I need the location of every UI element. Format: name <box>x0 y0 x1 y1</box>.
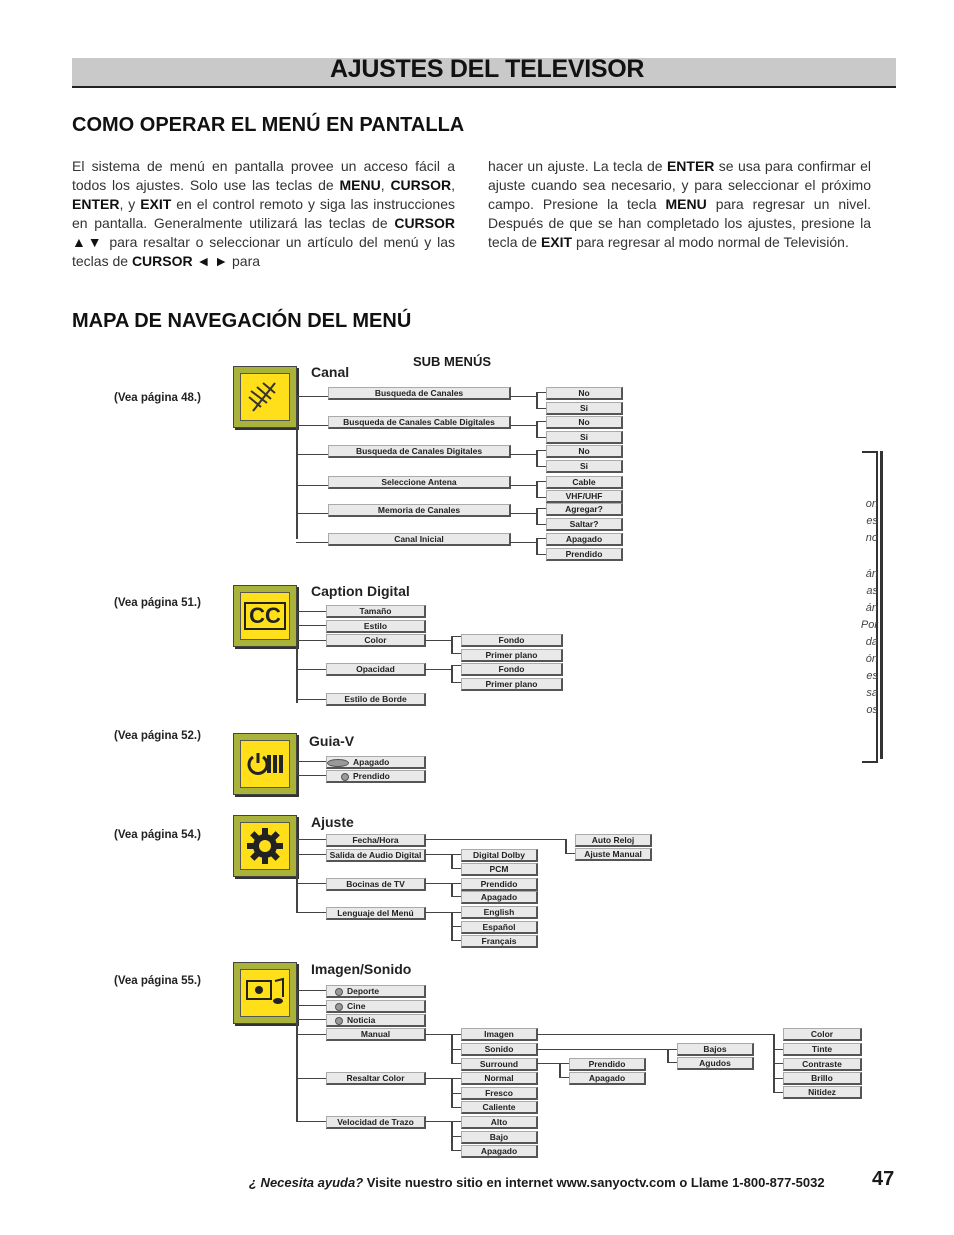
option-contraste[interactable]: Contraste <box>783 1058 862 1071</box>
option-primer-plano[interactable]: Primer plano <box>461 649 563 662</box>
menu-item-cine[interactable]: Cine <box>326 1000 426 1013</box>
option-apagado[interactable]: Apagado <box>569 1072 646 1085</box>
option-apagado[interactable]: Apagado <box>461 1145 538 1158</box>
intro-right-paragraph: hacer un ajuste. La tecla de ENTER se usa para confirmar el ajuste cuando sea necesario, y para seleccionar el próximo campo. Presione la tecla MENU para regresar un nivel. Después de que se han completado los ajustes, presione la tecla de EXIT para regresar al modo normal de Televisión. <box>488 158 871 250</box>
menu-item-busqueda-canales[interactable]: Busqueda de Canales <box>328 387 511 400</box>
option-prendido[interactable]: Prendido <box>569 1058 646 1071</box>
side-fragments-b: án as án Por da ón es sa os <box>860 568 878 716</box>
option-saltar[interactable]: Saltar? <box>546 518 623 531</box>
page-title: AJUSTES DEL TELEVISOR <box>330 55 645 83</box>
option-fondo[interactable]: Fondo <box>461 663 563 676</box>
side-fragments-a: on es no <box>865 498 878 544</box>
option-no[interactable]: No <box>546 416 623 429</box>
option-english[interactable]: English <box>461 906 538 919</box>
canal-icon <box>233 366 297 428</box>
menu-item-velocidad[interactable]: Velocidad de Trazo <box>326 1116 426 1129</box>
imagen-title: Imagen/Sonido <box>311 961 412 977</box>
option-apagado[interactable]: Apagado <box>546 533 623 546</box>
option-fondo[interactable]: Fondo <box>461 634 563 647</box>
power-lock-icon <box>240 740 290 788</box>
option-brillo[interactable]: Brillo <box>783 1072 862 1085</box>
menu-item-estilo-borde[interactable]: Estilo de Borde <box>326 693 426 706</box>
radio-icon <box>327 759 349 767</box>
menu-item-busqueda-cable[interactable]: Busqueda de Canales Cable Digitales <box>328 416 511 429</box>
ref-canal: (Vea página 48.) <box>114 392 201 404</box>
option-francais[interactable]: Français <box>461 935 538 948</box>
menu-item-color[interactable]: Color <box>326 634 426 647</box>
option-si[interactable]: Si <box>546 431 623 444</box>
menu-item-tamano[interactable]: Tamaño <box>326 605 426 618</box>
option-primer-plano[interactable]: Primer plano <box>461 678 563 691</box>
option-no[interactable]: No <box>546 445 623 458</box>
option-caliente[interactable]: Caliente <box>461 1101 538 1114</box>
option-vhf-uhf[interactable]: VHF/UHF <box>546 490 623 503</box>
guia-title: Guia-V <box>309 733 355 749</box>
cc-icon: CC <box>244 602 286 630</box>
help-text: Visite nuestro sitio en internet www.sanyoctv.com o Llame 1-800-877-5032 <box>366 1175 825 1190</box>
sub-menus-label: SUB MENÚS <box>413 354 492 369</box>
option-ajuste-manual[interactable]: Ajuste Manual <box>575 848 652 861</box>
menu-item-salida-audio[interactable]: Salida de Audio Digital <box>326 849 426 862</box>
ref-caption: (Vea página 51.) <box>114 597 201 609</box>
option-sonido[interactable]: Sonido <box>461 1043 538 1056</box>
option-tinte[interactable]: Tinte <box>783 1043 862 1056</box>
ajuste-icon <box>233 815 297 877</box>
ref-imagen: (Vea página 55.) <box>114 975 201 987</box>
menu-item-prendido[interactable]: Prendido <box>326 770 426 783</box>
menu-item-fecha-hora[interactable]: Fecha/Hora <box>326 834 426 847</box>
option-bajos[interactable]: Bajos <box>677 1043 754 1056</box>
section-title-operar: COMO OPERAR EL MENÚ EN PANTALLA <box>72 114 465 136</box>
menu-item-noticia[interactable]: Noticia <box>326 1014 426 1027</box>
menu-item-deporte[interactable]: Deporte <box>326 985 426 998</box>
antenna-icon <box>240 373 290 421</box>
canal-title: Canal <box>311 364 350 380</box>
option-imagen[interactable]: Imagen <box>461 1028 538 1041</box>
radio-icon <box>335 1017 343 1025</box>
option-pcm[interactable]: PCM <box>461 863 538 876</box>
option-apagado[interactable]: Apagado <box>461 891 538 904</box>
ref-guia: (Vea página 52.) <box>114 730 201 742</box>
option-agudos[interactable]: Agudos <box>677 1057 754 1070</box>
menu-item-seleccione-antena[interactable]: Seleccione Antena <box>328 476 511 489</box>
caption-icon <box>233 585 297 647</box>
caption-title: Caption Digital <box>311 583 410 599</box>
menu-item-resaltar-color[interactable]: Resaltar Color <box>326 1072 426 1085</box>
page-title-bar <box>72 55 896 88</box>
footer-line <box>249 1175 825 1190</box>
gear-icon <box>240 822 290 870</box>
option-color[interactable]: Color <box>783 1028 862 1041</box>
guia-icon <box>233 733 297 795</box>
option-espanol[interactable]: Español <box>461 921 538 934</box>
option-auto-reloj[interactable]: Auto Reloj <box>575 834 652 847</box>
option-cable[interactable]: Cable <box>546 476 623 489</box>
ref-ajuste: (Vea página 54.) <box>114 829 201 841</box>
menu-item-lenguaje[interactable]: Lenguaje del Menú <box>326 907 426 920</box>
option-si[interactable]: Si <box>546 402 623 415</box>
radio-icon <box>335 988 343 996</box>
page-number: 47 <box>872 1168 895 1190</box>
option-prendido[interactable]: Prendido <box>461 878 538 891</box>
option-prendido[interactable]: Prendido <box>546 548 623 561</box>
menu-item-bocinas[interactable]: Bocinas de TV <box>326 878 426 891</box>
option-nitidez[interactable]: Nitidez <box>783 1086 862 1099</box>
help-question: ¿ Necesita ayuda? <box>249 1175 364 1190</box>
option-bajo[interactable]: Bajo <box>461 1131 538 1144</box>
menu-item-manual[interactable]: Manual <box>326 1028 426 1041</box>
menu-item-apagado[interactable]: Apagado <box>326 756 426 769</box>
option-surround[interactable]: Surround <box>461 1058 538 1071</box>
menu-item-canal-inicial[interactable]: Canal Inicial <box>328 533 511 546</box>
side-bracket-bar <box>880 451 883 759</box>
option-no[interactable]: No <box>546 387 623 400</box>
option-fresco[interactable]: Fresco <box>461 1087 538 1100</box>
option-alto[interactable]: Alto <box>461 1116 538 1129</box>
menu-item-busqueda-digitales[interactable]: Busqueda de Canales Digitales <box>328 445 511 458</box>
section-title-mapa: MAPA DE NAVEGACIÓN DEL MENÚ <box>72 310 412 332</box>
option-normal[interactable]: Normal <box>461 1072 538 1085</box>
menu-item-opacidad[interactable]: Opacidad <box>326 663 426 676</box>
radio-icon <box>341 773 349 781</box>
option-digital-dolby[interactable]: Digital Dolby <box>461 849 538 862</box>
menu-item-estilo[interactable]: Estilo <box>326 620 426 633</box>
intro-left-paragraph: El sistema de menú en pantalla provee un acceso fácil a todos los ajustes. Solo use las teclas de MENU, CURSOR, ENTER, y EXIT en el control remoto y siga las instrucciones en pantalla. Generalmente utilizará las teclas de CURSOR ▲▼ para resaltar o seleccionar un artículo del menú y las teclas de CURSOR ◄ ► para <box>72 158 455 269</box>
menu-item-memoria-canales[interactable]: Memoria de Canales <box>328 504 511 517</box>
ajuste-title: Ajuste <box>311 814 354 830</box>
imagen-icon <box>233 962 297 1024</box>
option-agregar[interactable]: Agregar? <box>546 503 623 516</box>
radio-icon <box>335 1003 343 1011</box>
picture-sound-icon <box>240 969 290 1017</box>
option-si[interactable]: Si <box>546 460 623 473</box>
